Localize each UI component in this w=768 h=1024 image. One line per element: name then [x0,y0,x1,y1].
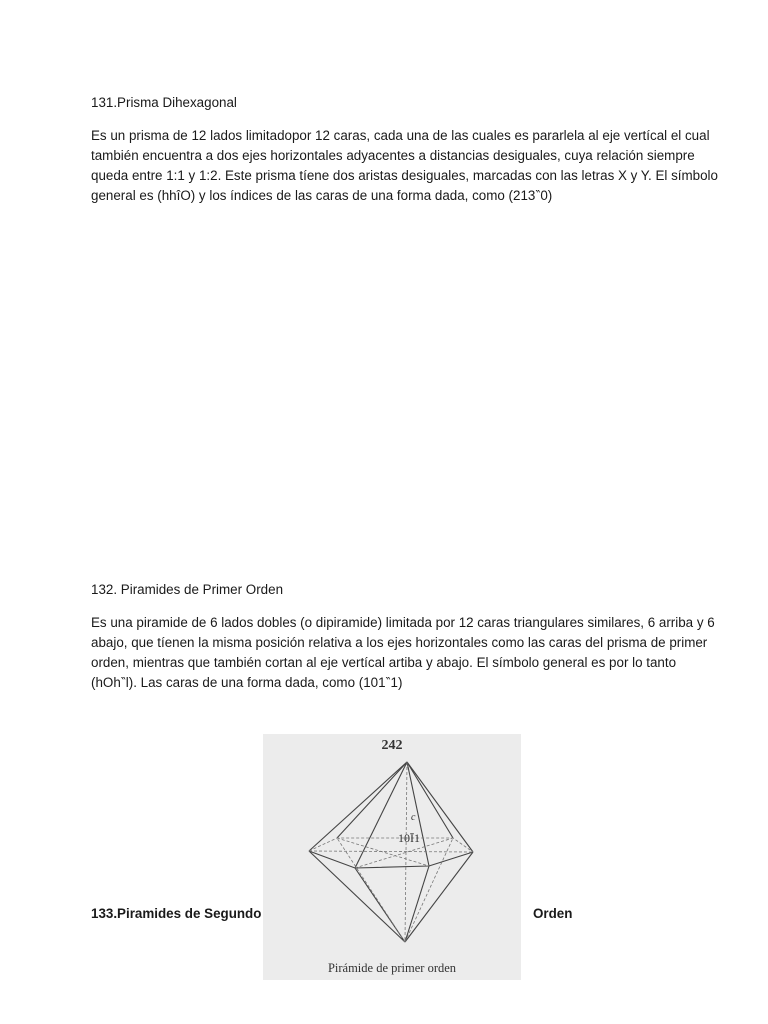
paragraph-line: (hOh‶l). Las caras de una forma dada, como (101‶1) [91,675,403,690]
dipyramid-edges [309,762,473,942]
axis-label: c [411,812,416,823]
paragraph-line: también encuentra a dos ejes horizontales adyacentes a distancias desiguales, cuya relación siempre [91,148,695,163]
paragraph-line: Es una piramide de 6 lados dobles (o dipiramide) limitada por 12 caras triangulares similares, 6 arriba y 6 [91,615,715,630]
dipyramid-illustration [263,734,521,980]
paragraph-line: general es (hhîO) y los índices de las caras de una forma dada, como (213‶0) [91,188,553,203]
figure-caption: Pirámide de primer orden [327,961,457,975]
paragraph-line: abajo, que tíenen la misma posición relativa a los ejes horizontales como las caras del prisma de primer [91,635,708,650]
paragraph-line: orden, mientras que también cortan al eje vertícal artiba y abajo. El símbolo general es por lo tanto [91,655,677,670]
pyramid-figure [263,734,521,980]
figure-number: 242 [381,738,403,753]
section-132-heading: 132. Piramides de Primer Orden [91,582,284,597]
paragraph-line: Es un prisma de 12 lados limitadopor 12 caras, cada una de las cuales es pararlela al eje vertícal el cual [91,128,710,143]
hidden-edges [309,762,473,942]
face-index-label: 10Ī1 [398,831,420,845]
section-133-heading-left: 133.Piramides de Segundo [91,906,262,921]
section-131-paragraph [91,126,718,206]
section-133-heading-right: Orden [533,906,573,921]
section-131-heading: 131.Prisma Dihexagonal [91,95,237,110]
paragraph-line: queda entre 1:1 y 1:2. Este prisma tíene dos aristas desiguales, marcadas con las letras X y Y. El símbolo [91,168,718,183]
section-132-paragraph [91,613,715,693]
